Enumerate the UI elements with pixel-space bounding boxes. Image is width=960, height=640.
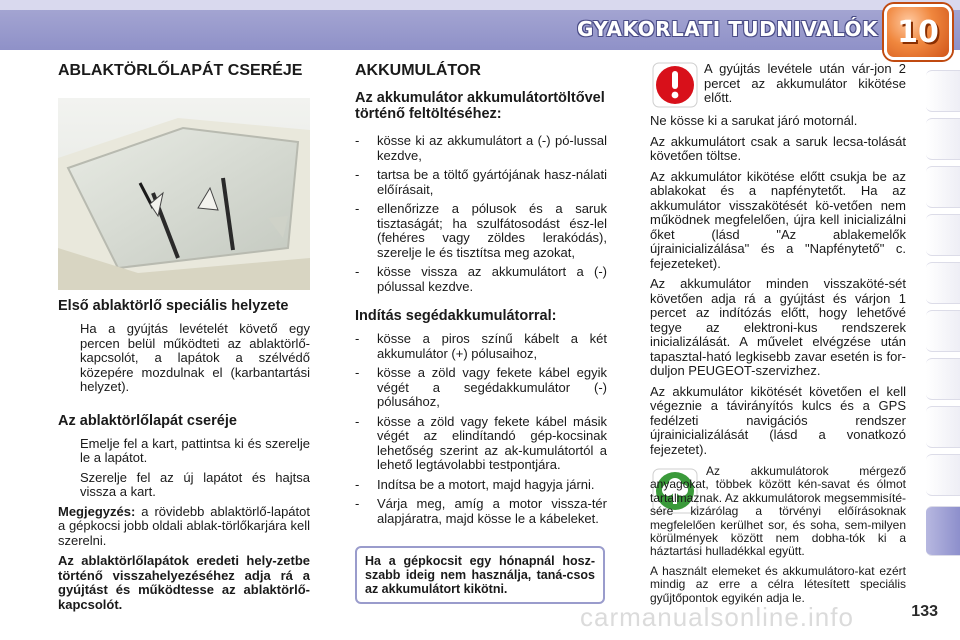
side-tab[interactable]: [926, 166, 960, 208]
paragraph: Ne kösse ki a sarukat járó motornál.: [650, 113, 858, 128]
storage-note-box: Ha a gépkocsit egy hónapnál hosz-szabb ideig nem használja, taná-csos az akkumulátort kikötni.: [355, 546, 605, 604]
special-position-heading: Első ablaktörlő speciális helyzete: [58, 298, 289, 314]
list-item-text: kösse a zöld vagy fekete kábel másik végét az elindítandó gép-kocsinak lehetőség szerint az ak-kumulátortól a lehető legtávolabbi testpontjára.: [377, 413, 607, 472]
side-tab[interactable]: [926, 406, 960, 448]
list-item-text: Ha a gyújtás levételét követő egy percen belül működteti az ablaktörlő-kapcsolót, a lapátok a szélvédő közepére mozdulnak el (karbantartási helyzet).: [80, 321, 310, 394]
side-tab[interactable]: [926, 310, 960, 352]
left-column: [58, 62, 310, 86]
list-item-text: kösse vissza az akkumulátort a (-) pólussal kezdve.: [377, 264, 607, 294]
side-tab[interactable]: [926, 454, 960, 496]
car-windscreen-illustration: [58, 98, 310, 290]
dash-mark: -: [355, 167, 360, 182]
list-item-text: kösse a zöld vagy fekete kábel egyik végét a segédakkumulátor (-) pólusához,: [377, 365, 607, 409]
dash-mark: -: [355, 201, 360, 216]
environment-text-2: A használt elemeket és akkumulátoro-kat ezért mindig az erre a célra létesített speciális gyűjtőpontok egyikén adja le.: [650, 563, 906, 605]
environment-section: [650, 465, 906, 611]
note-text: a rövidebb ablaktörlő-lapátot a gépkocsi jobb oldali ablak-törlőkarjára kell szerelni.: [58, 503, 310, 548]
list-item-text: Emelje fel a kart, pattintsa ki és szerelje le a lapátot.: [80, 435, 310, 465]
paragraph: Az akkumulátor kikötését követően el kell végeznie a távirányítós kulcs és a GPS fedélzeti navigációs rendszer újrainicializálását (lásd a vonatkozó fejezetet).: [650, 383, 906, 457]
list-item: [355, 497, 607, 526]
side-tab[interactable]: [926, 214, 960, 256]
battery-section-title: AKKUMULÁTOR: [355, 62, 481, 79]
chapter-title: GYAKORLATI TUDNIVALÓK: [576, 17, 878, 41]
list-item: [355, 366, 607, 410]
side-tab[interactable]: [926, 118, 960, 160]
list-item-text: kösse ki az akkumulátort a (-) pó-lussal kezdve,: [377, 133, 607, 163]
list-item: [355, 332, 607, 361]
list-item: [355, 202, 607, 260]
paragraph: Az akkumulátort csak a saruk lecsa-tolását követően töltse.: [650, 133, 906, 163]
left-column-lower: [58, 298, 310, 618]
side-tab[interactable]: [926, 262, 960, 304]
list-item: [58, 471, 310, 500]
list-item: [355, 265, 607, 294]
list-item-text: Indítsa be a motort, majd hagyja járni.: [377, 476, 595, 492]
dash-mark: -: [355, 476, 360, 492]
right-column: [650, 62, 906, 463]
page-number: 133: [911, 603, 938, 620]
list-item: [355, 168, 607, 197]
middle-column: [355, 62, 607, 531]
dash-mark: -: [355, 365, 360, 380]
list-item: [355, 134, 607, 163]
side-tab-active[interactable]: [926, 506, 960, 556]
note-label: Megjegyzés:: [58, 503, 136, 519]
list-item-text: kösse a piros színű kábelt a két akkumulátor (+) pólusaihoz,: [377, 331, 607, 361]
side-tab[interactable]: [926, 358, 960, 400]
charging-heading: Az akkumulátor akkumulátortöltővel történő feltöltéséhez:: [355, 90, 605, 122]
dash-mark: -: [355, 264, 360, 279]
list-item-text: Várja meg, amíg a motor vissza-tér alapjáratra, majd kösse le a kábeleket.: [377, 496, 607, 526]
paragraph: Az akkumulátor kikötése előtt csukja be az ablakokat és a napfénytetőt. Ha az akkumulátor visszakötését kö-vetően nem működnek megfelelően, újra kell inicializálni őket (lásd "Az ablakemelők újrainicializálása" és a "Napfénytető" c. fejezeteket).: [650, 168, 906, 271]
list-item: [355, 478, 607, 493]
dash-mark: -: [355, 133, 360, 148]
dash-mark: -: [355, 413, 360, 429]
dash-mark: -: [355, 331, 360, 346]
wiper-section-title: ABLAKTÖRLŐLAPÁT CSERÉJE: [58, 62, 303, 79]
list-item: [58, 322, 310, 395]
note-paragraph: [58, 505, 310, 549]
chapter-side-tabs: [926, 70, 960, 562]
reset-instruction: Az ablaktörlőlapátok eredeti hely-zetbe történő visszahelyezéséhez adja rá a gyújtást és működtesse az ablaktörlő-kapcsolót.: [58, 553, 310, 612]
chapter-number-badge: [884, 4, 952, 60]
paragraph: Az akkumulátor minden visszaköté-sét követően adja rá a gyújtást és várjon 1 percet az indítózás előtt, hogy lehetővé tegye az elektroni-kus rendszerek inicializálását. A művelet elvégzése után tapasztal-ható legkisebb zavar esetén is for-duljon PEUGEOT-szervizhez.: [650, 276, 906, 378]
list-item-text: tartsa be a töltő gyártójának hasz-nálati előírásait,: [377, 167, 607, 197]
chapter-number: 10: [897, 14, 939, 50]
environment-text: Az akkumulátorok mérgező anyagokat, többek között kén-savat és ólmot tartalmaznak. Az akkumulátorok megsemmisíté-sére kizárólag a törvényi előírásoknak megfelelően kerülhet sor, és soha, sem-milyen körülmények között nem dobha-tók ki a háztartási hulladékkal együtt.: [650, 464, 906, 559]
list-item-text: ellenőrizze a pólusok és a saruk tisztaságát; ha szulfátosodást ész-lel (fehéres vagy zöldes lerakódás), szerelje le és tisztítsa meg azokat,: [377, 201, 607, 260]
side-tab[interactable]: [926, 70, 960, 112]
dash-mark: -: [355, 496, 360, 511]
warning-text: A gyújtás levétele után vár-jon 2 percet az akkumulátor kikötése előtt.: [704, 61, 906, 105]
watermark: carmanualsonline.info: [580, 602, 854, 632]
list-item: [58, 437, 310, 466]
replacement-heading: Az ablaktörlőlapát cseréje: [58, 412, 237, 429]
jump-start-heading: Indítás segédakkumulátorral:: [355, 308, 557, 324]
list-item: [355, 415, 607, 473]
list-item-text: Szerelje fel az új lapátot és hajtsa vissza a kart.: [80, 469, 310, 499]
